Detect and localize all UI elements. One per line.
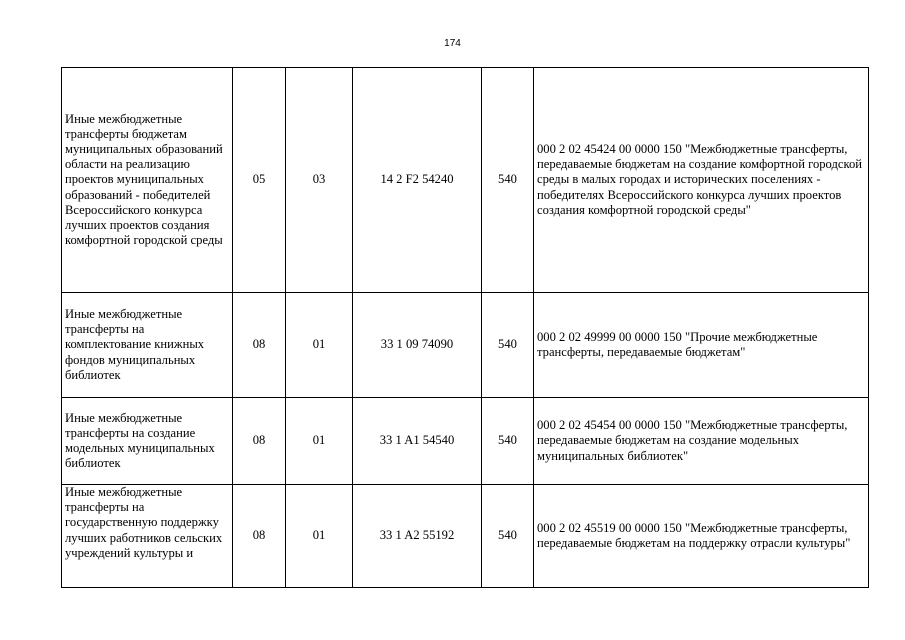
budget-table xyxy=(61,67,869,588)
revenue-code-cell: 000 2 02 45454 00 0000 150 "Межбюджетные трансферты, передаваемые бюджетам на создание модельных муниципальных библиотек" xyxy=(534,398,869,485)
expense-name-cell: Иные межбюджетные трансферты на создание модельных муниципальных библиотек xyxy=(62,398,233,485)
subsection-cell: 01 xyxy=(286,485,353,588)
target-article-cell: 33 1 A2 55192 xyxy=(353,485,482,588)
expense-type-cell: 540 xyxy=(482,485,534,588)
section-cell: 08 xyxy=(233,398,286,485)
revenue-code-cell: 000 2 02 49999 00 0000 150 "Прочие межбюджетные трансферты, передаваемые бюджетам" xyxy=(534,293,869,398)
subsection-cell: 01 xyxy=(286,293,353,398)
expense-type-cell: 540 xyxy=(482,293,534,398)
table-row xyxy=(62,398,869,485)
target-article-cell: 33 1 A1 54540 xyxy=(353,398,482,485)
table-row xyxy=(62,485,869,588)
expense-name-cell: Иные межбюджетные трансферты бюджетам муниципальных образований области на реализацию проектов муниципальных образований - победителей Всероссийского конкурса лучших проектов создания комфортной городской среды xyxy=(62,68,233,293)
expense-name-cell: Иные межбюджетные трансферты на комплектование книжных фондов муниципальных библиотек xyxy=(62,293,233,398)
section-cell: 05 xyxy=(233,68,286,293)
expense-type-cell: 540 xyxy=(482,398,534,485)
revenue-code-cell: 000 2 02 45424 00 0000 150 "Межбюджетные трансферты, передаваемые бюджетам на создание комфортной городской среды в малых городах и исторических поселениях - победителях Всероссийского конкурса лучших проектов создания комфортной городской среды" xyxy=(534,68,869,293)
table-row xyxy=(62,68,869,293)
section-cell: 08 xyxy=(233,485,286,588)
expense-name-cell: Иные межбюджетные трансферты на государственную поддержку лучших работников сельских учреждений культуры и xyxy=(62,485,233,588)
subsection-cell: 03 xyxy=(286,68,353,293)
expense-type-cell: 540 xyxy=(482,68,534,293)
subsection-cell: 01 xyxy=(286,398,353,485)
revenue-code-cell: 000 2 02 45519 00 0000 150 "Межбюджетные трансферты, передаваемые бюджетам на поддержку отрасли культуры" xyxy=(534,485,869,588)
page-number: 174 xyxy=(444,38,461,49)
target-article-cell: 14 2 F2 54240 xyxy=(353,68,482,293)
table-row xyxy=(62,293,869,398)
target-article-cell: 33 1 09 74090 xyxy=(353,293,482,398)
section-cell: 08 xyxy=(233,293,286,398)
